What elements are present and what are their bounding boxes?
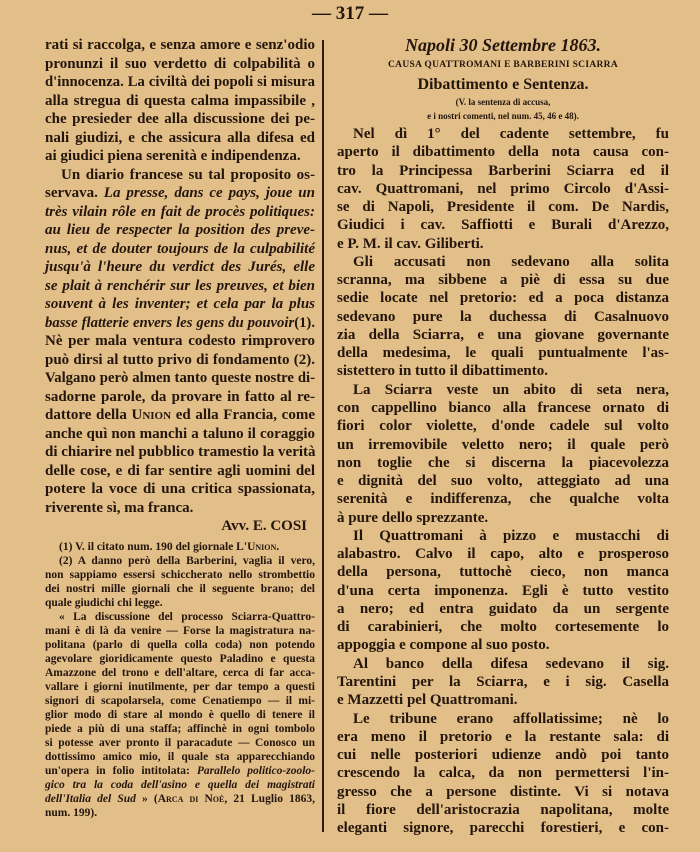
text-line: appoggia e compone al suo posto.: [337, 637, 550, 654]
paragraph: [337, 125, 669, 253]
text-line: politana (parlo di quella colla coda) non potendo: [45, 639, 315, 651]
text-line: scranna, ma sibbene a piè di essa su due: [337, 272, 669, 289]
text-line: Le tribune erano affollatissime; nè lo: [353, 710, 669, 727]
reference-note: e i nostri comenti, nel num. 45, 46 e 48).: [427, 111, 579, 121]
text-line: cui nelle posteriori udienze andò poi tanto: [337, 747, 669, 764]
text-line: [45, 221, 315, 240]
text-line: num. 199).: [45, 807, 98, 819]
text-line: si potesse aver pronto il paracadute — Conosco un: [45, 737, 315, 749]
text-line: crescendo la calca, da non permettersi l'in-: [337, 765, 669, 782]
right-article-header: [337, 35, 669, 123]
text-segment: ed alla Francia, come: [171, 407, 315, 423]
text-line: non toglie che si discerna la piacevolezza: [337, 454, 669, 471]
text-line: sedevano pure la duchessa di Casalnuovo: [337, 308, 669, 325]
text-line: [45, 258, 315, 277]
text-line: [45, 277, 315, 296]
text-line: (2) A danno però della Barberini, vaglia il vero,: [59, 555, 315, 567]
text-line: [45, 764, 315, 778]
italic-text: jusqu'à l'heure du verdict des Jurés, elle: [45, 259, 315, 275]
text-line: anche quì non manchi a taluno il coraggio: [45, 425, 315, 442]
text-line: Tarentini per la Sciarra, e i sig. Casella: [337, 673, 669, 690]
italic-text: La presse, dans ce pays, joue un: [103, 185, 315, 201]
paragraph: [337, 655, 669, 710]
text-line: di carabinieri, che molto cortesemente lo: [337, 619, 669, 636]
paragraph: [45, 540, 315, 554]
text-line: [45, 184, 315, 203]
text-line: con cappellino bianco alla francese ornato di: [337, 399, 669, 416]
small-caps-text: Arca di Noè: [157, 793, 225, 805]
text-line: [45, 792, 315, 806]
italic-text: très vilain rôle en fait de procès politiques:: [45, 203, 315, 220]
text-line: mani è di là da venire — Forse la magistratura na-: [45, 625, 315, 637]
italic-text: souvent à les inventer; et cela par la plus: [45, 296, 315, 312]
text-line: e Mazzetti pel Quattromani.: [337, 692, 518, 709]
text-line: e P. M. il cav. Giliberti.: [337, 235, 484, 252]
italic-text: gico tra la coda dell'asino e quella dei magistrati: [45, 779, 315, 791]
text-line: e dignità del suo volto, atteggiato ad una: [337, 473, 669, 490]
text-line: zia della Sciarra, e una giovane governante: [337, 326, 669, 343]
text-line: Al banco della difesa sedevano il sig.: [353, 655, 669, 672]
italic-text: dell'Italia del Sud: [45, 793, 136, 805]
text-line: eleganti signore, parecchi forestieri, e con-: [337, 820, 669, 837]
text-line: La Sciarra veste un abito di seta nera,: [353, 381, 669, 398]
text-line: Amazzone del trono e dell'altare, cerca di far acca-: [45, 667, 315, 679]
text-line: un irremovibile veletto nero; il quale però: [337, 436, 669, 453]
text-segment: (1).: [294, 314, 315, 331]
text-line: della medesima, le quali puntualmente l'as-: [337, 345, 669, 362]
column-divider: [322, 40, 324, 832]
text-segment: .: [276, 541, 280, 553]
text-line: signori di scapolarsela, come Cenatiempo — il mi-: [45, 695, 315, 707]
text-line: della persona, tuttochè cieco, non manca: [337, 564, 669, 581]
paragraph: [337, 527, 669, 655]
text-line: Nè per mala ventura codesto rimprovero: [45, 333, 315, 349]
text-line: [45, 778, 315, 792]
text-line: dei nostri mille giornali che il seguente brano; del: [45, 583, 315, 595]
text-line: alabastro. Calvo il capo, alto e prosperoso: [337, 546, 669, 563]
left-column-article: [45, 36, 315, 536]
text-line: [45, 540, 315, 554]
text-line: d'innocenza. La civiltà dei popoli si misura: [45, 74, 315, 90]
italic-text: se plait à renchérir sur les preuves, et bien: [45, 277, 315, 294]
text-line: alla stregua di questa calma impassibile ,: [45, 92, 315, 109]
text-segment: servava.: [45, 185, 104, 201]
text-line: sedie locate nel pretorio: ed a poca distanza: [337, 290, 669, 307]
text-line: Nel dì 1° del cadente settembre, fu: [353, 126, 669, 142]
text-line: vallare i giorni inutilmente, per dar tempo a questi: [45, 681, 315, 693]
text-line: Valgano però almen tanto queste nostre di-: [45, 370, 315, 386]
text-line: cav. Quattromani, nel primo Circolo d'Assi-: [337, 180, 669, 197]
paragraph: [337, 381, 669, 527]
text-segment: » (: [135, 793, 158, 805]
text-line: à pure dello sprezzante.: [337, 509, 489, 526]
text-line: Giudici i cav. Saffiotti e Burali d'Arezzo,: [337, 217, 669, 234]
text-line: era meno il pretorio e la restante sala: di: [337, 728, 669, 745]
text-line: può dirsi al tutto privo di fondamento (2).: [45, 351, 315, 368]
reference-note: (V. la sentenza di accusa,: [455, 97, 551, 107]
text-line: agevolare gioridicamente questo Paladino e questa: [45, 653, 315, 665]
text-line: potere la voce di una critica spassionata,: [45, 481, 315, 497]
text-segment: un'opera in folio intitolata:: [45, 765, 197, 777]
text-line: tro la Principessa Barberini Sciarra ed il: [337, 162, 669, 179]
page-number: — 317 —: [312, 3, 388, 24]
italic-text: Parallelo politico-zoolo-: [196, 765, 316, 777]
text-line: delle cose, e di far sentire agli uomini del: [45, 462, 315, 479]
text-line: [45, 406, 315, 425]
author-signature: Avv. E. COSI: [221, 518, 307, 534]
text-line: di chiarire nel pubblico tramestio la verità: [45, 444, 316, 460]
text-line: [45, 203, 315, 222]
article-body: [337, 125, 669, 837]
text-segment: , 21 Luglio 1863,: [224, 793, 315, 805]
text-line: [45, 295, 315, 314]
text-line: ai giudici piena serenità e indipendenza.: [45, 148, 301, 164]
text-line: fiori color violette, d'onde cadele sul volto: [337, 418, 669, 435]
text-line: serenità e indifferenza, che qualche volta: [337, 491, 669, 508]
text-line: « La discussione del processo Sciarra-Quattro-: [59, 611, 315, 623]
paragraph: [45, 36, 315, 166]
italic-text: basse flatterie envers les gens du pouvoir: [45, 314, 295, 331]
text-line: piede a più di una staffa; affinchè in ogni tombolo: [45, 723, 315, 735]
italic-text: au lieu de respecter la position des preve-: [45, 222, 315, 238]
paragraph: [337, 710, 669, 838]
text-line: rati si raccolga, e senza amore e senz'odio: [45, 37, 315, 53]
dateline: Napoli 30 Settembre 1863.: [405, 35, 601, 55]
italic-text: nus, et de douter toujours de la culpabilité: [45, 240, 315, 257]
article-subtitle: Dibattimento e Sentenza.: [417, 76, 589, 93]
text-line: Un diario francese su tal proposito os-: [61, 166, 315, 183]
text-line: Gli accusati non sedevano alla solita: [353, 253, 669, 270]
text-segment: (1) V. il citato num. 190 del giornale L': [59, 541, 248, 553]
small-caps-text: Union: [131, 407, 172, 423]
text-line: non sappiamo essersi schiccherato nello strombettio: [45, 569, 315, 581]
right-column-article: [337, 125, 669, 837]
text-line: sistettero in tutto il dibattimento.: [337, 363, 548, 380]
text-line: quale giudichi chi legge.: [45, 597, 163, 609]
text-line: gresso che a persone distinte. Vi si notava: [337, 783, 669, 800]
text-line: [45, 314, 315, 333]
text-line: dottissimo amico mio, il quale sta apparecchiando: [45, 751, 315, 763]
text-line: glior modo di stare al mondo è quello di tenere il: [45, 709, 315, 721]
text-line: il fiore dell'aristocrazia napolitana, molte: [337, 801, 669, 818]
paragraph: [45, 166, 315, 518]
text-line: aperto il dibattimento della nota causa con-: [337, 144, 669, 161]
text-line: pronunzi il suo verdetto di colpabilità o: [45, 55, 315, 72]
text-line: d'una certa imponenza. Egli è tutto vestito: [337, 582, 669, 599]
paragraph: [45, 554, 315, 610]
text-segment: dattore della: [45, 407, 132, 423]
paragraph: [45, 610, 315, 820]
text-line: che presieder dee alla discussione dei pe-: [45, 111, 315, 127]
footnotes: [45, 540, 315, 820]
paragraph: [337, 253, 669, 381]
text-line: sadorne parole, da provare in fatto al re-: [45, 388, 315, 405]
text-line: [45, 240, 315, 259]
text-line: a nero; ed entra guidato da un sergente: [337, 600, 669, 617]
case-title: CAUSA QUATTROMANI E BARBERINI SCIARRA: [388, 60, 618, 70]
text-line: nali giudizi, e che assicura alla difesa ed: [45, 129, 315, 146]
text-line: se di Napoli, Presidente il com. De Nardis,: [337, 199, 669, 216]
article-body: [45, 36, 315, 517]
small-caps-text: Union: [247, 541, 277, 553]
footnotes-body: [45, 540, 315, 820]
text-line: Il Quattromani à pizzo e mustacchi di: [353, 527, 669, 544]
text-line: riverente sì, ma franca.: [45, 499, 194, 516]
